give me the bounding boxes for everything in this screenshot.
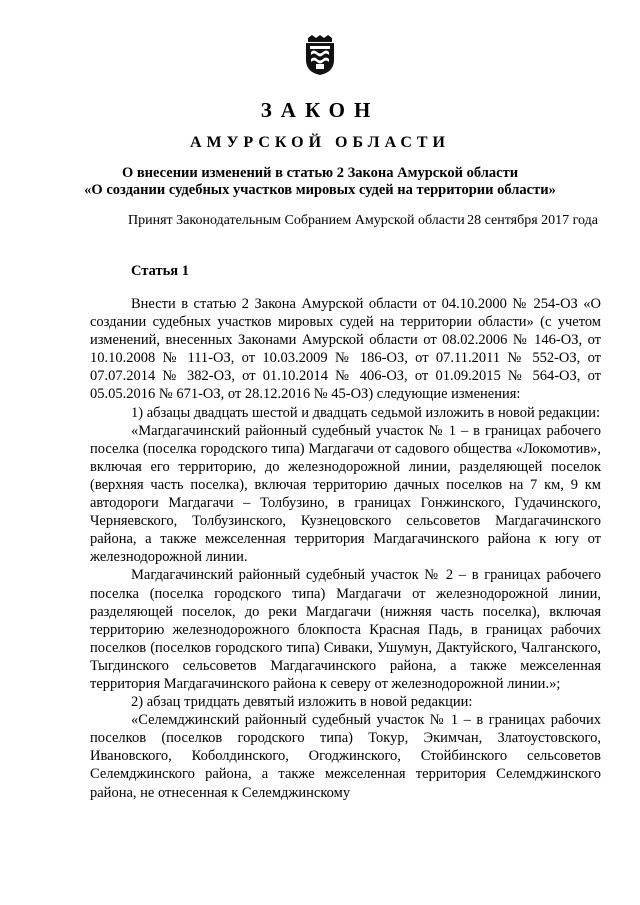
law-title: ЗАКОН <box>260 98 380 122</box>
article-body <box>90 295 601 802</box>
law-heading <box>70 165 570 199</box>
adopted-date: 28 сентября 2017 года <box>467 213 598 228</box>
adoption-line <box>128 212 598 229</box>
law-heading-line-1: О внесении изменений в статью 2 Закона Амурской области <box>121 165 519 181</box>
paragraph: 2) абзац тридцать девятый изложить в новой редакции: <box>131 694 473 711</box>
paragraph: «Селемджинский районный судебный участок № 1 – в границах рабочих поселков (поселков городского типа) Токур, Экимчан, Златоустовского, Ивановского, Коболдинского, Огоджинского, Стойбинского сельсоветов Селемджинского района, а также межселенная территория Селемджинского района, не отнесенная к Селемджинскому <box>90 712 601 801</box>
paragraph: «Магдагачинский районный судебный участок № 1 – в границах рабочего поселка (поселка городского типа) Магдагачи от садового общества «Локомотив», включая его территорию, до железнодорожной линии, разделяющей поселок (верхняя часть поселка), включая территорию дачных поселков на 7 км, 9 км автодороги Магдагачи – Толбузино, в границах Гонжинского, Гудачинского, Черняевского, Толбузинского, Кузнецовского сельсоветов Магдагачинского района, а также межселенная территория Магдагачинского района к югу от железнодорожной линии. <box>90 422 601 566</box>
article-title: Статья 1 <box>131 263 189 279</box>
paragraph: Магдагачинский районный судебный участок № 2 – в границах рабочего поселка (поселка городского типа) Магдагачи от железнодорожной линии, разделяющей поселок, до реки Магдагачи (нижняя часть поселка), включая территорию железнодорожного блокпоста Красная Падь, в границах рабочих поселков (поселков городского типа) Сиваки, Ушумун, Дактуйского, Чалганского, Тыгдинского сельсоветов Магдагачинского района, а также межселенная территория Магдагачинского района к северу от железнодорожной линии.»; <box>90 567 601 692</box>
paragraph: Внести в статью 2 Закона Амурской области от 04.10.2000 № 254-ОЗ «О создании судебных участков мировых судей на территории области» (с учетом изменений, внесенных Законами Амурской области от 08.02.2006 № 146-ОЗ, от 10.10.2008 № 111-ОЗ, от 10.03.2009 № 186-ОЗ, от 07.11.2011 № 552-ОЗ, от 07.07.2014 № 382-ОЗ, от 01.10.2014 № 406-ОЗ, от 01.09.2015 № 564-ОЗ, от 05.05.2016 № 671-ОЗ, от 28.12.2016 № 45-ОЗ) следующие изменения: <box>90 296 601 403</box>
amur-oblast-coat-of-arms-icon <box>302 34 338 76</box>
region-subtitle: АМУРСКОЙ ОБЛАСТИ <box>190 134 450 151</box>
adopted-by: Принят Законодательным Собранием Амурской области <box>128 213 465 228</box>
law-heading-line-2: «О создании судебных участков мировых судей на территории области» <box>84 182 556 198</box>
paragraph: 1) абзацы двадцать шестой и двадцать седьмой изложить в новой редакции: <box>131 404 600 421</box>
